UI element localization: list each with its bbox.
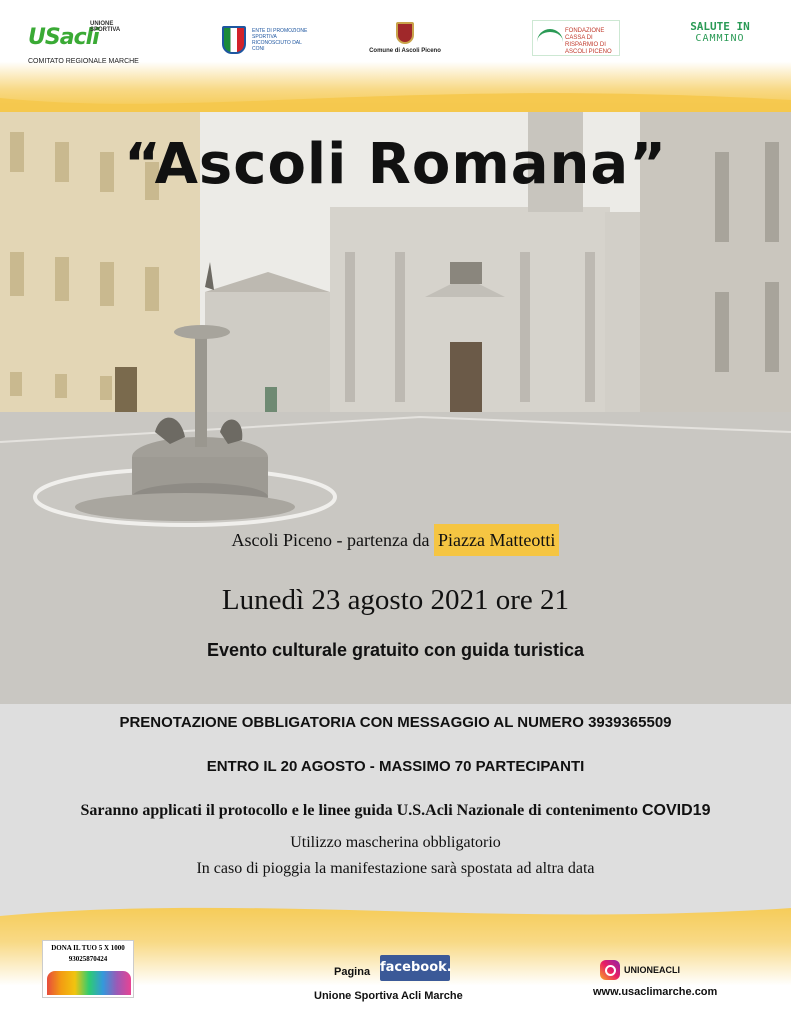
protocol-text: Saranno applicati il protocollo e le linee guida U.S.Acli Nazionale di contenimento: [80, 802, 642, 819]
italia-logo: [218, 26, 313, 60]
instagram-icon[interactable]: [600, 960, 620, 980]
deadline-notice: ENTRO IL 20 AGOSTO - MASSIMO 70 PARTECIPANTI: [206, 758, 585, 775]
comune-ascoli-logo: [362, 22, 448, 66]
ascoli-crest-icon: [396, 22, 414, 44]
booking-notice: PRENOTAZIONE OBBLIGATORIA CON MESSAGGIO AL NUMERO 3939365509: [119, 714, 672, 731]
facebook-button[interactable]: facebook.: [380, 955, 450, 981]
fondazione-logo: [532, 20, 620, 56]
facebook-page-name[interactable]: Unione Sportiva Acli Marche: [314, 990, 463, 1002]
pagina-label: Pagina: [334, 966, 371, 978]
usacli-brand: US: [28, 25, 60, 50]
fondazione-text: FONDAZIONE CASSA DI RISPARMIO DI ASCOLI PICENO: [565, 28, 612, 55]
salute-line2: CAMMINO: [695, 33, 745, 44]
rain-notice: In caso di pioggia la manifestazione sarà spostata ad altra data: [196, 860, 595, 877]
salute-in-cammino-logo: [684, 20, 756, 60]
usacli-subtitle: COMITATO REGIONALE MARCHE: [28, 58, 139, 65]
dona-code: 93025870424: [68, 955, 108, 963]
mask-notice: Utilizzo mascherina obbligatorio: [290, 834, 501, 851]
event-description: Evento culturale gratuito con guida turistica: [206, 640, 585, 660]
info-band: [0, 704, 791, 914]
header-band: [0, 0, 791, 112]
event-title: “Ascoli Romana”: [123, 132, 667, 197]
website-link[interactable]: www.usaclimarche.com: [593, 986, 718, 998]
italia-text: ENTE DI PROMOZIONE SPORTIVA RICONOSCIUTO DAL CONI: [252, 28, 308, 52]
departure-prefix: Ascoli Piceno - partenza da: [231, 530, 434, 550]
colored-hands-image: [47, 971, 131, 995]
covid-label: COVID19: [642, 802, 711, 819]
ascoli-text: Comune di Ascoli Piceno: [369, 48, 441, 54]
footer-wave: [0, 898, 791, 928]
dona-label: DONA IL TUO 5 X 1000: [51, 944, 125, 952]
dona-5x1000-box[interactable]: [42, 940, 134, 998]
departure-place: Piazza Matteotti: [434, 524, 559, 556]
header-wave: [0, 78, 791, 112]
event-date: Lunedì 23 agosto 2021 ore 21: [221, 584, 570, 616]
salute-line1: SALUTE IN: [690, 20, 750, 33]
usacli-logo: [28, 18, 138, 70]
usacli-top-text: UNIONE SPORTIVA: [90, 21, 121, 33]
departure-line: [0, 530, 791, 551]
instagram-handle[interactable]: UNIONEACLI: [624, 965, 680, 975]
fondazione-fan-icon: [537, 29, 563, 45]
usacli-brand2: acli: [59, 25, 99, 50]
protocol-notice: [0, 802, 791, 820]
italia-shield-icon: [222, 26, 246, 54]
